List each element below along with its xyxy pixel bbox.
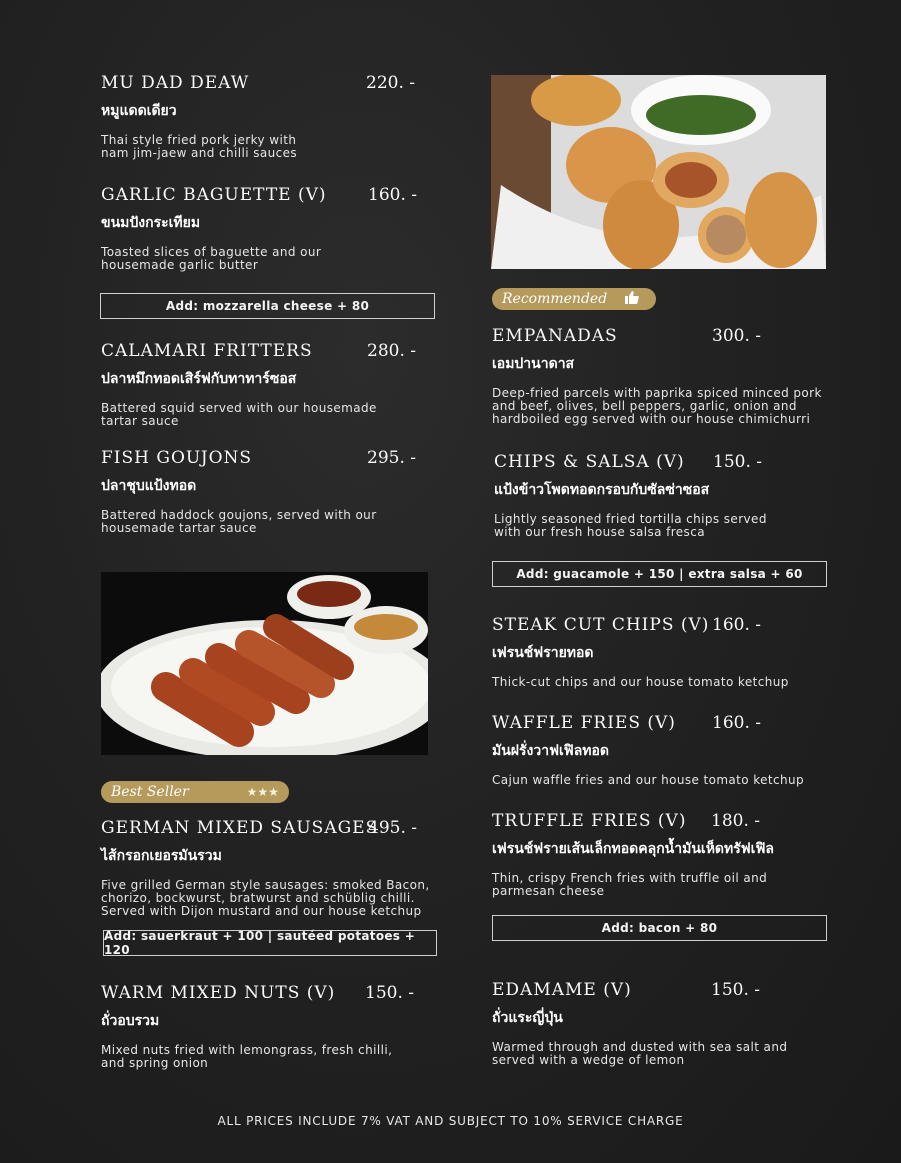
item-name: TRUFFLE FRIES (V) (492, 811, 687, 831)
item-price: 150. - (711, 980, 760, 1000)
item-description: Deep-fried parcels with paprika spiced minced pork and beef, olives, bell peppers, garlic, onion and hardboiled egg served with our house chimichurri (492, 386, 822, 426)
item-price: 220. - (366, 73, 415, 93)
item-thai-name: เอมปานาดาส (492, 356, 575, 372)
menu-item-warm-mixed-nuts (101, 983, 446, 1070)
menu-item-truffle-fries (492, 811, 837, 898)
item-price: 300. - (712, 326, 761, 346)
thumbs-up-icon (625, 291, 639, 307)
item-description: Battered haddock goujons, served with our housemade tartar sauce (101, 508, 377, 535)
star-icon: ★★★ (246, 785, 279, 799)
menu-item-garlic-baguette (101, 185, 446, 272)
item-description: Warmed through and dusted with sea salt and served with a wedge of lemon (492, 1040, 788, 1067)
item-description: Lightly seasoned fried tortilla chips served with our fresh house salsa fresca (494, 512, 767, 539)
recommended-label: Recommended (502, 291, 608, 307)
item-price: 150. - (713, 452, 762, 472)
menu-item-empanadas (492, 326, 837, 426)
item-price: 495. - (368, 818, 417, 838)
item-price: 280. - (367, 341, 416, 361)
recommended-badge (492, 288, 656, 310)
item-name: STEAK CUT CHIPS (V) (492, 615, 710, 635)
item-price: 160. - (712, 713, 761, 733)
item-description: Thai style fried pork jerky with nam jim-jaew and chilli sauces (101, 133, 298, 160)
item-name: MU DAD DEAW (101, 73, 250, 93)
item-thai-name: ไส้กรอกเยอรมันรวม (101, 848, 222, 864)
addon-box-truffle: Add: bacon + 80 (492, 915, 827, 941)
item-description: Thick-cut chips and our house tomato ketchup (492, 675, 789, 689)
item-description: Mixed nuts fried with lemongrass, fresh chilli, and spring onion (101, 1043, 393, 1070)
sausages-photo (101, 572, 428, 755)
item-name: CHIPS & SALSA (V) (494, 452, 685, 472)
item-thai-name: เฟรนช์ฟรายเส้นเล็กทอดคลุกน้ำมันเห็ดทรัฟเฟิล (492, 841, 774, 857)
item-price: 160. - (368, 185, 417, 205)
item-name: EMPANADAS (492, 326, 618, 346)
addon-box-sausages: Add: sauerkraut + 100 | sautéed potatoes + 120 (103, 930, 437, 956)
item-name: WAFFLE FRIES (V) (492, 713, 676, 733)
item-price: 160. - (712, 615, 761, 635)
item-name: FISH GOUJONS (101, 448, 253, 468)
item-description: Toasted slices of baguette and our housemade garlic butter (101, 245, 322, 272)
item-description: Thin, crispy French fries with truffle oil and parmesan cheese (492, 871, 768, 898)
item-name: GARLIC BAGUETTE (V) (101, 185, 327, 205)
item-thai-name: ขนมปังกระเทียม (101, 215, 201, 231)
best-seller-badge (101, 781, 289, 803)
best-seller-label: Best Seller (111, 784, 189, 800)
menu-item-calamari-fritters (101, 341, 446, 428)
item-thai-name: แป้งข้าวโพดทอดกรอบกับซัลซ่าซอส (494, 482, 710, 498)
item-name: CALAMARI FRITTERS (101, 341, 313, 361)
item-thai-name: ปลาหมึกทอดเสิร์ฟกับทาทาร์ซอส (101, 371, 297, 387)
item-thai-name: ถั่วแระญี่ปุ่น (492, 1010, 563, 1026)
item-thai-name: มันฝรั่งวาฟเฟิลทอด (492, 743, 609, 759)
item-price: 295. - (367, 448, 416, 468)
item-name: WARM MIXED NUTS (V) (101, 983, 336, 1003)
item-description: Five grilled German style sausages: smoked Bacon, chorizo, bockwurst, bratwurst and schüblig chilli. Served with Dijon mustard and our house ketchup (101, 878, 430, 918)
item-thai-name: เฟรนช์ฟรายทอด (492, 645, 594, 661)
empanadas-photo (491, 75, 826, 269)
menu-item-waffle-fries (492, 713, 837, 787)
menu-item-chips-salsa (494, 452, 839, 539)
menu-item-steak-cut-chips (492, 615, 837, 689)
item-thai-name: หมูแดดเดียว (101, 103, 177, 119)
footer-note: ALL PRICES INCLUDE 7% VAT AND SUBJECT TO 10% SERVICE CHARGE (217, 1114, 684, 1128)
item-name: GERMAN MIXED SAUSAGES (101, 818, 379, 838)
item-price: 150. - (365, 983, 414, 1003)
item-description: Cajun waffle fries and our house tomato ketchup (492, 773, 805, 787)
menu-item-fish-goujons (101, 448, 446, 535)
item-thai-name: ถั่วอบรวม (101, 1013, 160, 1029)
item-name: EDAMAME (V) (492, 980, 632, 1000)
item-description: Battered squid served with our housemade tartar sauce (101, 401, 377, 428)
menu-item-edamame (492, 980, 837, 1067)
addon-box-garlic: Add: mozzarella cheese + 80 (100, 293, 435, 319)
item-price: 180. - (711, 811, 760, 831)
menu-item-mu-dad-deaw (101, 73, 446, 160)
addon-box-chips-salsa: Add: guacamole + 150 | extra salsa + 60 (492, 561, 827, 587)
menu-item-german-mixed-sausages (101, 818, 446, 918)
item-thai-name: ปลาชุบแป้งทอด (101, 478, 197, 494)
